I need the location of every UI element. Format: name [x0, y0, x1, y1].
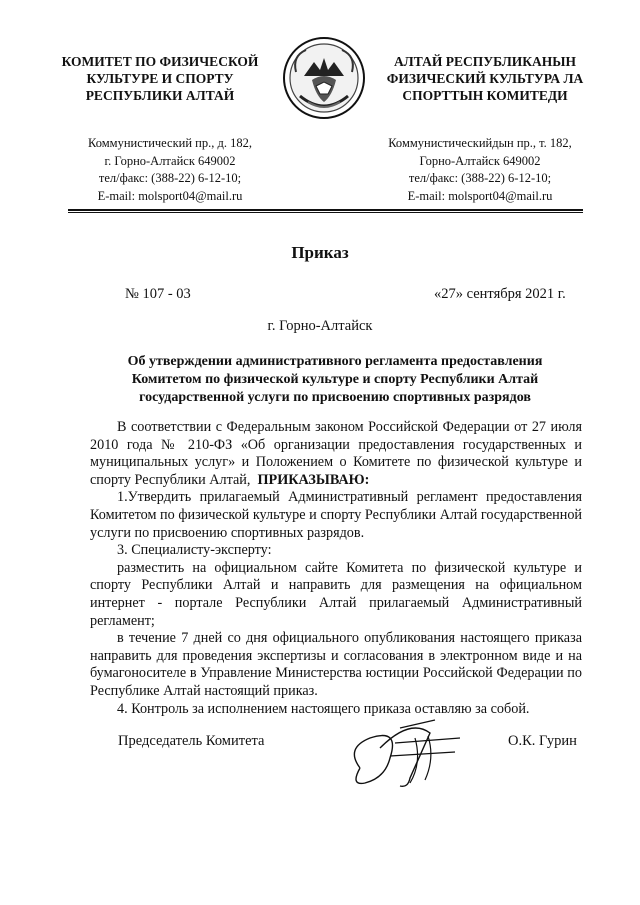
- document-body: [90, 419, 582, 718]
- order-number: № 107 - 03: [125, 286, 191, 302]
- preamble: В соответствии с Федеральным законом Российской Федерации от 27 июля 2010 года № 210-ФЗ «Об организации предоставления государственных и муниципальных услуг» и Положением о Комитете по физической культуре и спорту Республики Алтай, ПРИКАЗЫВАЮ:: [90, 419, 582, 488]
- document-subject: Об утверждении административного регламента предоставления Комитетом по физической культуре и спорту Республики Алтай государственной услуги по присвоению спортивных разрядов: [127, 354, 543, 405]
- item-3: 3. Специалисту-эксперту:: [117, 542, 272, 559]
- item-3a: разместить на официальном сайте Комитета по физической культуре и спорту Республики Алтай и направить для размещения на официальном интернет - портале Республики Алтай прилагаемый Административный регламент;: [90, 559, 582, 629]
- item-3b: в течение 7 дней со дня официального опубликования настоящего приказа направить для проведения экспертизы и согласования в электронном виде и на бумагоносителе в Управление Министерства юстиции Российской Федерации по Республике Алтай настоящий приказ.: [90, 630, 582, 699]
- signature-icon: [340, 708, 470, 798]
- signatory-name: О.К. Гурин: [508, 733, 577, 749]
- left-org-name: КОМИТЕТ ПО ФИЗИЧЕСКОЙ КУЛЬТУРЕ И СПОРТУ РЕСПУБЛИКИ АЛТАЙ: [61, 54, 259, 103]
- document-title: Приказ: [291, 243, 349, 262]
- header-divider-thin: [68, 212, 583, 213]
- signatory-position: Председатель Комитета: [118, 733, 265, 749]
- city: г. Горно-Алтайск: [267, 318, 373, 334]
- item-4: 4. Контроль за исполнением настоящего приказа оставляю за собой.: [117, 700, 530, 717]
- left-address: Коммунистический пр., д. 182, г. Горно-Алтайск 649002 тел/факс: (388-22) 6-12-10; E-mail: molsport04@mail.ru: [88, 136, 252, 203]
- item-1: 1.Утвердить прилагаемый Административный регламент предоставления Комитетом по физической культуре и спорту Республики Алтай государственной услуги по присвоению спортивных разрядов.: [90, 489, 582, 541]
- coat-of-arms-icon: [282, 36, 366, 120]
- order-date: «27» сентября 2021 г.: [434, 286, 566, 302]
- order-word: ПРИКАЗЫВАЮ:: [257, 471, 370, 488]
- header-divider: [68, 209, 583, 211]
- right-org-name: АЛТАЙ РЕСПУБЛИКАНЫН ФИЗИЧЕСКИЙ КУЛЬТУРА ЛА СПОРТТЫН КОМИТЕДИ: [386, 54, 584, 103]
- right-address: Коммунистическийдын пр., т. 182, Горно-Алтайск 649002 тел/факс: (388-22) 6-12-10; E-mail: molsport04@mail.ru: [388, 136, 572, 203]
